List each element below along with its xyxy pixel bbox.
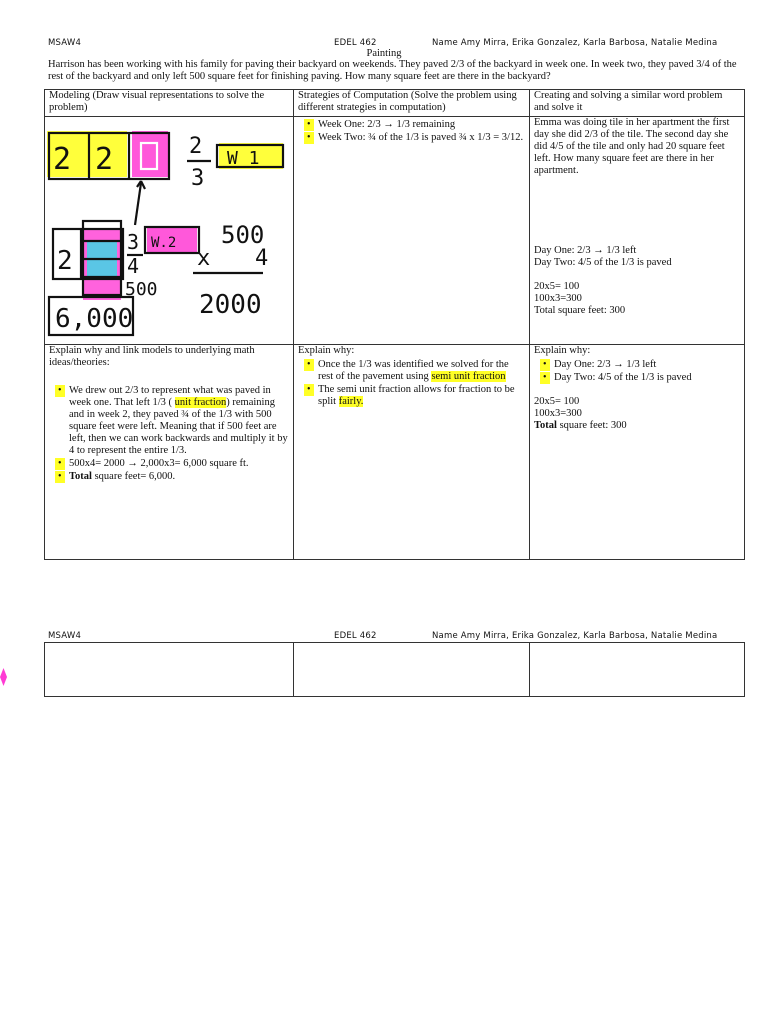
course-number-2: EDEL 462 <box>334 631 377 641</box>
strategies-cell <box>294 117 530 345</box>
explain-similar-calc-1: 20x5= 100 <box>534 396 580 407</box>
drawn-4: 4 <box>127 254 140 278</box>
drawn-2-a: 2 <box>53 142 72 177</box>
empty-cell-1 <box>45 643 294 697</box>
strategy-week-two: • Week Two: ¾ of the 1/3 is paved ¾ x 1/3 = 3/12. <box>318 132 525 144</box>
explain-similar-heading: Explain why: <box>534 345 591 356</box>
similar-problem-text: Emma was doing tile in her apartment the first day she did 2/3 of the tile. The second day she did 4/5 of the tile and only had 20 square feet left. How many square feet are there in her apartment. <box>534 117 730 176</box>
drawn-4-multiplier: 4 <box>255 246 269 271</box>
explain-models-bullet-3: • Total square feet= 6,000. <box>69 471 289 483</box>
explain-strategies-bullet-1: • Once the 1/3 was identified we solved for the rest of the pavement using semi unit fraction <box>318 359 525 383</box>
col-header-modeling: Modeling (Draw visual representations to solve the problem) <box>45 90 294 117</box>
strategies-list <box>298 119 525 144</box>
fairly-highlight: fairly. <box>338 396 364 407</box>
explain-strategies-list <box>298 359 525 408</box>
explain-strategies-heading: Explain why: <box>298 345 355 356</box>
explain-models-bullet-2: • 500x4= 2000 → 2,000x3= 6,000 square ft. <box>69 458 289 470</box>
explain-similar-calc-2: 100x3=300 <box>534 408 582 419</box>
explain-strategies-cell <box>294 345 530 560</box>
page-title: Painting <box>366 48 402 59</box>
strategy-week-one: • Week One: 2/3 → 1/3 remaining <box>318 119 525 131</box>
explain-similar-cell <box>530 345 745 560</box>
drawn-2000: 2000 <box>199 290 262 320</box>
student-names: Name Amy Mirra, Erika Gonzalez, Karla Barbosa, Natalie Medina <box>432 38 718 48</box>
explain-models-heading: Explain why and link models to underlying math ideas/theories: <box>49 345 255 368</box>
highlight-magenta-wk1 <box>132 131 168 177</box>
second-table <box>44 642 745 697</box>
drawn-6000: 6,000 <box>55 304 134 334</box>
semi-unit-fraction-highlight: semi unit fraction <box>431 371 506 382</box>
modeling-drawing-cell <box>45 117 294 345</box>
course-code-2: MSAW4 <box>48 631 82 641</box>
course-code: MSAW4 <box>48 38 82 48</box>
explain-models-cell <box>45 345 294 560</box>
drawn-w1: W 1 <box>227 148 260 169</box>
drawn-2-b: 2 <box>95 142 114 177</box>
explain-strategies-bullet-2: • The semi unit fraction allows for fraction to be split fairly. <box>318 384 525 408</box>
similar-day-one: Day One: 2/3 → 1/3 left <box>534 245 637 256</box>
explain-similar-bullet-1: • Day One: 2/3 → 1/3 left <box>554 359 740 371</box>
main-table <box>44 89 745 560</box>
drawn-times: x <box>197 246 211 271</box>
page-edge-marker <box>0 668 7 686</box>
student-names-2: Name Amy Mirra, Erika Gonzalez, Karla Barbosa, Natalie Medina <box>432 631 718 641</box>
drawn-3: 3 <box>127 230 140 254</box>
drawn-500: 500 <box>221 221 265 249</box>
explain-models-list <box>49 385 289 483</box>
similar-total: Total square feet: 300 <box>534 305 626 316</box>
explain-similar-bullet-2: • Day Two: 4/5 of the 1/3 is paved <box>554 372 740 384</box>
unit-fraction-highlight: unit fraction <box>174 397 227 408</box>
drawn-2-c: 2 <box>57 246 73 276</box>
drawn-numerator: 2 <box>189 134 203 159</box>
problem-statement: Harrison has been working with his family for paving their backyard on weekends. They paved 2/3 of the backyard in week one. In week two, they paved 3/4 of the rest of the backyard and only left 500 square feet for finishing paving. How many square feet are there in the backyard? <box>48 59 737 82</box>
empty-cell-2 <box>294 643 530 697</box>
course-number: EDEL 462 <box>334 38 377 48</box>
col-header-strategies: Strategies of Computation (Solve the problem using different strategies in computation) <box>294 90 530 117</box>
empty-cell-3 <box>530 643 745 697</box>
explain-similar-list <box>534 359 740 384</box>
similar-calc-2: 100x3=300 <box>534 293 582 304</box>
drawn-500-small: 500 <box>125 279 158 300</box>
explain-similar-total: Total square feet: 300 <box>534 420 627 431</box>
drawn-denominator: 3 <box>191 166 205 191</box>
hand-drawn-model <box>45 117 293 344</box>
drawn-w2: W.2 <box>151 235 177 251</box>
explain-models-bullet-1: • We drew out 2/3 to represent what was paved in week one. That left 1/3 ( unit fraction) remaining and in week 2, they paved ¾ of the 1/3 with 500 square feet were left. Meaning that if 500 feet are left, then we can work backwards and multiply it by 4 to represent the entire 1/3. <box>69 385 289 457</box>
similar-day-two: Day Two: 4/5 of the 1/3 is paved <box>534 257 672 268</box>
col-header-creating: Creating and solving a similar word problem and solve it <box>530 90 745 117</box>
similar-calc-1: 20x5= 100 <box>534 281 580 292</box>
similar-problem-cell <box>530 117 745 345</box>
